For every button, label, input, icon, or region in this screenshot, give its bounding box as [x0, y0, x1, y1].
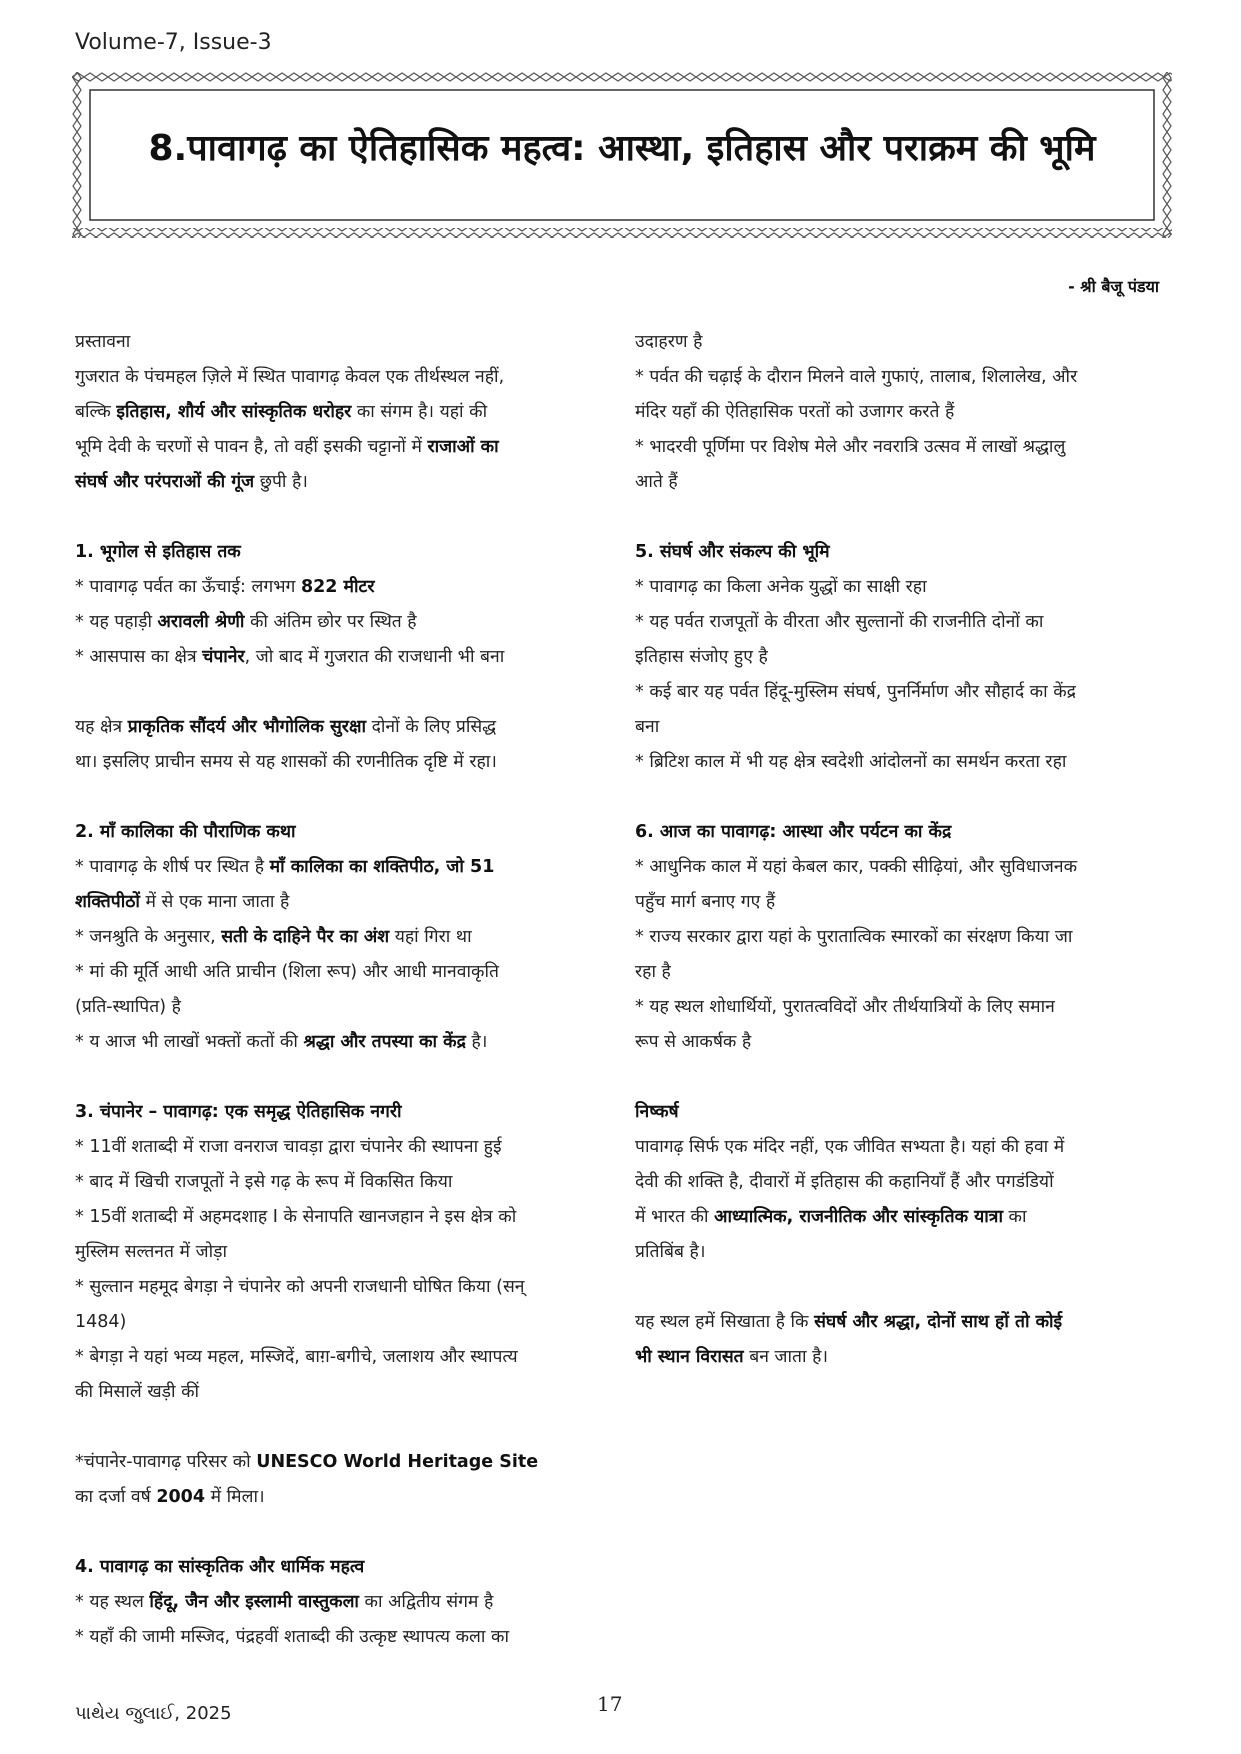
bullet-item-cont: उदाहरण है [635, 332, 703, 352]
paragraph-line: यह स्थल हमें सिखाता है कि संघर्ष और श्रद्धा, दोनों साथ हों तो कोई [635, 1312, 1063, 1332]
unesco-note [75, 1445, 615, 1515]
geography-paragraph [75, 710, 615, 780]
section-heading: निष्कर्ष [635, 1102, 679, 1122]
left-column [75, 325, 615, 1655]
bullet-item-cont: रहा है [635, 962, 671, 982]
intro-line: गुजरात के पंचमहल ज़िले में स्थित पावागढ़ केवल एक तीर्थस्थल नहीं, [75, 367, 505, 387]
bullet-item: * पर्वत की चढ़ाई के दौरान मिलने वाले गुफाएं, तालाब, शिलालेख, और [635, 367, 1078, 387]
bullet-item: * यह पर्वत राजपूतों के वीरता और सुल्तानों की राजनीति दोनों का [635, 612, 1044, 632]
right-column [635, 325, 1175, 1410]
bullet-item: * 11वीं शताब्दी में राजा वनराज चावड़ा द्वारा चंपानेर की स्थापना हुई [75, 1137, 502, 1157]
section-heading: 4. पावागढ़ का सांस्कृतिक और धार्मिक महत्व [75, 1557, 365, 1577]
section-heading: 6. आज का पावागढ़: आस्था और पर्यटन का केंद्र [635, 822, 952, 842]
section-cultural-continued [635, 325, 1175, 500]
bullet-item: * मां की मूर्ति आधी अति प्राचीन (शिला रूप) और आधी मानवाकृति [75, 962, 499, 982]
section-heading: 5. संघर्ष और संकल्प की भूमि [635, 542, 830, 562]
section-heading: 3. चंपानेर – पावागढ़: एक समृद्ध ऐतिहासिक नगरी [75, 1102, 402, 1122]
section-heading: 1. भूगोल से इतिहास तक [75, 542, 241, 562]
page-title: 8.पावागढ़ का ऐतिहासिक महत्व: आस्था, इतिहास और पराक्रम की भूमि [148, 128, 1096, 169]
bullet-item: * पावागढ़ के शीर्ष पर स्थित है माँ कालिका का शक्तिपीठ, जो 51 [75, 857, 495, 877]
bullet-item: * यहाँ की जामी मस्जिद, पंद्रहवीं शताब्दी की उत्कृष्ट स्थापत्य कला का [75, 1627, 509, 1647]
paragraph-line: में भारत की आध्यात्मिक, राजनीतिक और सांस्कृतिक यात्रा का [635, 1207, 1027, 1227]
bullet-item-cont: मंदिर यहाँ की ऐतिहासिक परतों को उजागर करते हैं [635, 402, 955, 422]
bullet-item-cont: 1484) [75, 1312, 127, 1332]
section-struggle [635, 535, 1175, 780]
paragraph-line: यह क्षेत्र प्राकृतिक सौंदर्य और भौगोलिक सुरक्षा दोनों के लिए प्रसिद्ध [75, 717, 497, 737]
bullet-item-cont: रूप से आकर्षक है [635, 1032, 752, 1052]
bullet-item: * यह स्थल हिंदू, जैन और इस्लामी वास्तुकला का अद्वितीय संगम है [75, 1592, 494, 1612]
intro-section [75, 325, 615, 500]
author-byline: - श्री बैजू पंडया [1068, 277, 1159, 296]
section-champaner [75, 1095, 615, 1410]
bullet-item: * आधुनिक काल में यहां केबल कार, पक्की सीढ़ियां, और सुविधाजनक [635, 857, 1078, 877]
paragraph-line: प्रतिबिंब है। [635, 1242, 706, 1262]
bullet-item-cont: बना [635, 717, 660, 737]
section-today [635, 815, 1175, 1060]
conclusion-closing [635, 1305, 1175, 1375]
paragraph-line: था। इसलिए प्राचीन समय से यह शासकों की रणनीतिक दृष्टि में रहा। [75, 752, 497, 772]
intro-line: संघर्ष और परंपराओं की गूंज छुपी है। [75, 472, 308, 492]
bullet-item: * जनश्रुति के अनुसार, सती के दाहिने पैर का अंश यहां गिरा था [75, 927, 472, 947]
section-heading: 2. माँ कालिका की पौराणिक कथा [75, 822, 296, 842]
paragraph-line: पावागढ़ सिर्फ एक मंदिर नहीं, एक जीवित सभ्यता है। यहां की हवा में [635, 1137, 1065, 1157]
bullet-item-cont: की मिसालें खड़ी कीं [75, 1382, 200, 1402]
bullet-item: * पावागढ़ का किला अनेक युद्धों का साक्षी रहा [635, 577, 927, 597]
bullet-item: * यह स्थल शोधार्थियों, पुरातत्वविदों और तीर्थयात्रियों के लिए समान [635, 997, 1055, 1017]
bullet-item-cont: मुस्लिम सल्तनत में जोड़ा [75, 1242, 227, 1262]
bullet-item: * सुल्तान महमूद बेगड़ा ने चंपानेर को अपनी राजधानी घोषित किया (सन् [75, 1277, 525, 1297]
bullet-item: * आसपास का क्षेत्र चंपानेर, जो बाद में गुजरात की राजधानी भी बना [75, 647, 505, 667]
bullet-item: * यह पहाड़ी अरावली श्रेणी की अंतिम छोर पर स्थित है [75, 612, 417, 632]
bullet-item-cont: (प्रति-स्थापित) है [75, 997, 181, 1017]
bullet-item: * ब्रिटिश काल में भी यह क्षेत्र स्वदेशी आंदोलनों का समर्थन करता रहा [635, 752, 1067, 772]
footer-journal: પાથેય જુલાઈ, 2025 [75, 1703, 232, 1724]
bullet-item: * कई बार यह पर्वत हिंदू-मुस्लिम संघर्ष, पुनर्निर्माण और सौहार्द का केंद्र [635, 682, 1076, 702]
page-number: 17 [597, 1692, 623, 1716]
bullet-item: * बाद में खिची राजपूतों ने इसे गढ़ के रूप में विकसित किया [75, 1172, 453, 1192]
title-box [72, 72, 1172, 238]
paragraph-line: देवी की शक्ति है, दीवारों में इतिहास की कहानियाँ हैं और पगडंडियों [635, 1172, 1054, 1192]
bullet-item: * पावागढ़ पर्वत का ऊँचाई: लगभग 822 मीटर [75, 577, 375, 597]
volume-issue: Volume-7, Issue-3 [75, 30, 272, 55]
intro-heading: प्रस्तावना [75, 332, 131, 352]
bullet-item: * य आज भी लाखों भक्तों कतों की श्रद्धा और तपस्या का केंद्र है। [75, 1032, 488, 1052]
bullet-item: * भादरवी पूर्णिमा पर विशेष मेले और नवरात्रि उत्सव में लाखों श्रद्धालु [635, 437, 1066, 457]
section-kalika-legend [75, 815, 615, 1060]
note-line: *चंपानेर-पावागढ़ परिसर को UNESCO World Heritage Site [75, 1452, 539, 1472]
bullet-item: * बेगड़ा ने यहां भव्य महल, मस्जिदें, बाग़-बगीचे, जलाशय और स्थापत्य [75, 1347, 518, 1367]
paragraph-line: भी स्थान विरासत बन जाता है। [635, 1347, 829, 1367]
bullet-item: * 15वीं शताब्दी में अहमदशाह I के सेनापति खानजहान ने इस क्षेत्र को [75, 1207, 517, 1227]
section-conclusion [635, 1095, 1175, 1270]
bullet-item-cont: शक्तिपीठों में से एक माना जाता है [75, 892, 290, 912]
section-cultural-religious [75, 1550, 615, 1655]
intro-line: बल्कि इतिहास, शौर्य और सांस्कृतिक धरोहर का संगम है। यहां की [75, 402, 488, 422]
section-geography [75, 535, 615, 675]
bullet-item-cont: इतिहास संजोए हुए है [635, 647, 768, 667]
note-line: का दर्जा वर्ष 2004 में मिला। [75, 1487, 265, 1507]
bullet-item-cont: पहुँच मार्ग बनाए गए हैं [635, 892, 776, 912]
bullet-item: * राज्य सरकार द्वारा यहां के पुरातात्विक स्मारकों का संरक्षण किया जा [635, 927, 1073, 947]
bullet-item-cont: आते हैं [635, 472, 678, 492]
intro-line: भूमि देवी के चरणों से पावन है, तो वहीं इसकी चट्टानों में राजाओं का [75, 437, 499, 457]
